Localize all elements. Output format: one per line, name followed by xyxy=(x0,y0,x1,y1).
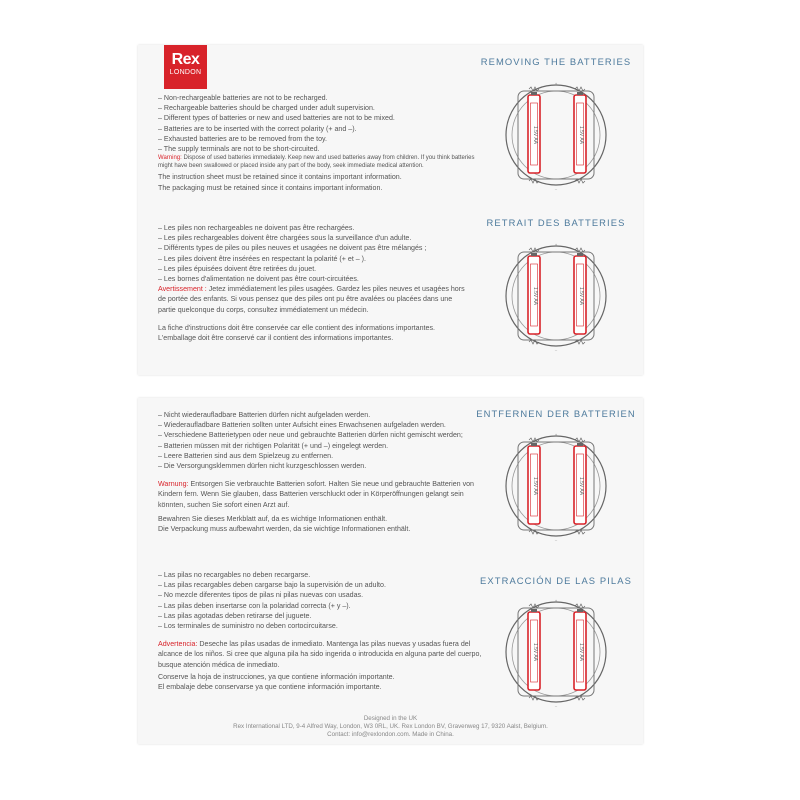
heading-removing-batteries: REMOVING THE BATTERIES xyxy=(480,56,632,67)
warning-label: Warning: xyxy=(158,155,182,162)
english-warning xyxy=(158,155,478,170)
battery-terminal xyxy=(577,92,583,95)
instruction-card-top xyxy=(138,45,643,375)
heading-retrait-batteries: RETRAIT DES BATTERIES xyxy=(486,217,626,228)
retain-packaging-text: The packaging must be retained since it contains important information. xyxy=(158,183,383,192)
french-instructions xyxy=(158,223,468,343)
compartment-outer-ring xyxy=(506,602,606,702)
english-instructions xyxy=(158,93,478,193)
warning-text: Dispose of used batteries immediately. Keep new and used batteries away from children. If you think batteries might have been swallowed or placed inside any part of the body, seek immediate medical attention. xyxy=(158,155,475,169)
instruction-card-bottom xyxy=(138,398,643,744)
warning-text: Entsorgen Sie verbrauchte Batterien sofort. Halten Sie neue und gebrauchte Batterien von Kindern fern. Wenn Sie glauben, dass Batterien verschluckt oder in Körperöffnungen gelangt sein könnten, suchen Sie sofort einen Arzt auf. xyxy=(158,480,475,509)
polarity-mark: + xyxy=(554,598,558,603)
german-line: – Verschiedene Batterietypen oder neue und gebrauchte Batterien dürfen nicht gemischt werden; xyxy=(158,431,463,440)
german-line: – Wiederaufladbare Batterien sollten unter Aufsicht eines Erwachsenen aufgeladen werden. xyxy=(158,421,446,430)
english-line: – Exhausted batteries are to be removed from the toy. xyxy=(158,134,328,143)
french-line: – Les piles doivent être insérées en respectant la polarité (+ et – ). xyxy=(158,254,367,263)
retain-sheet-text: Bewahren Sie dieses Merkblatt auf, da es wichtige Informationen enthält. xyxy=(158,514,388,523)
warning-text: Jetez immédiatement les piles usagées. Gardez les piles neuves et usagées hors de portée des enfants. Si vous pensez que des piles ont pu être avalées ou placées dans une partie quelconque du corps, consultez immédiatement un médecin. xyxy=(158,285,465,314)
footer-contact: Contact: info@rexlondon.com. Made in China. xyxy=(327,731,454,738)
battery-label: 1.5V AA xyxy=(532,642,538,662)
polarity-mark: – xyxy=(554,703,558,708)
footer-designed: Designed in the UK xyxy=(363,715,418,722)
spanish-line: – Las pilas no recargables no deben recargarse. xyxy=(158,571,311,579)
french-warning xyxy=(158,284,468,315)
battery-compartment-diagram xyxy=(500,594,612,710)
battery-terminal xyxy=(577,443,583,446)
retain-sheet-text: La fiche d'instructions doit être conservée car elle contient des informations importantes. xyxy=(158,323,435,332)
english-line: – Non-rechargeable batteries are not to be recharged. xyxy=(158,94,328,102)
german-instructions xyxy=(158,410,483,534)
german-line: – Nicht wiederaufladbare Batterien dürfen nicht aufgeladen werden. xyxy=(158,411,371,419)
battery-label: 1.5V AA xyxy=(532,286,538,306)
polarity-mark: – xyxy=(554,537,558,542)
french-line: – Les piles épuisées doivent être retirées du jouet. xyxy=(158,264,317,273)
footer-address: Rex International LTD, 9-4 Alfred Way, London, W3 0RL, UK. Rex London BV, Gravenweg 17, 9320 Aalst, Belgium. xyxy=(233,723,548,730)
battery-label: 1.5V AA xyxy=(578,286,584,306)
battery-compartment-svg xyxy=(500,77,612,193)
heading-extraccion-pilas: EXTRACCIÓN DE LAS PILAS xyxy=(480,575,632,586)
warning-label: Advertencia: xyxy=(158,640,198,649)
battery-label: 1.5V AA xyxy=(532,476,538,496)
french-line: – Les piles rechargeables doivent être chargées sous la surveillance d'un adulte. xyxy=(158,234,412,243)
german-line: – Leere Batterien sind aus dem Spielzeug zu entfernen. xyxy=(158,451,334,460)
logo-rex-text: Rex xyxy=(171,51,200,68)
battery-label: 1.5V AA xyxy=(532,125,538,145)
german-warning xyxy=(158,479,483,510)
english-line: – Rechargeable batteries should be charged under adult supervision. xyxy=(158,104,375,113)
retain-sheet-text: Conserve la hoja de instrucciones, ya que contiene información importante. xyxy=(158,672,395,681)
compartment-outer-ring xyxy=(506,246,606,346)
spanish-line: – Las pilas agotadas deben retirarse del juguete. xyxy=(158,611,312,620)
battery-compartment-diagram xyxy=(500,77,612,193)
english-line: – Batteries are to be inserted with the correct polarity (+ and –). xyxy=(158,124,357,133)
battery-compartment-diagram xyxy=(500,238,612,354)
battery-terminal xyxy=(531,443,537,446)
battery-terminal xyxy=(577,253,583,256)
battery-label: 1.5V AA xyxy=(578,125,584,145)
retain-sheet-text: The instruction sheet must be retained since it contains important information. xyxy=(158,173,402,182)
spanish-line: – Las pilas deben insertarse con la polaridad correcta (+ y –). xyxy=(158,601,351,610)
retain-packaging-text: L'emballage doit être conservé car il contient des informations importantes. xyxy=(158,334,394,343)
battery-terminal xyxy=(531,92,537,95)
spanish-warning xyxy=(158,639,483,670)
compartment-outer-ring xyxy=(506,436,606,536)
battery-terminal xyxy=(577,609,583,612)
compartment-outer-ring xyxy=(506,85,606,185)
english-line: – Different types of batteries or new and used batteries are not to be mixed. xyxy=(158,114,395,123)
heading-entfernen-batterien: ENTFERNEN DER BATTERIEN xyxy=(476,408,636,419)
german-line: – Batterien müssen mit der richtigen Polarität (+ und –) eingelegt werden. xyxy=(158,441,389,450)
german-line: – Die Versorgungsklemmen dürfen nicht kurzgeschlossen werden. xyxy=(158,462,367,471)
battery-terminal xyxy=(531,253,537,256)
battery-terminal xyxy=(531,609,537,612)
polarity-mark: + xyxy=(554,242,558,247)
english-line: – The supply terminals are not to be short-circuited. xyxy=(158,145,320,154)
warning-label: Warnung: xyxy=(158,480,189,489)
battery-compartment-svg xyxy=(500,238,612,354)
footer xyxy=(138,715,643,739)
warning-text: Deseche las pilas usadas de inmediato. Mantenga las pilas nuevas y usadas fuera del alcance de los niños. Si cree que alguna pila ha sido ingerida o introducida en alguna parte del cuerpo, busque atención médica de inmediato. xyxy=(158,640,482,669)
retain-packaging-text: Die Verpackung muss aufbewahrt werden, da sie wichtige Informationen enthält. xyxy=(158,525,411,534)
french-line: – Différents types de piles ou piles neuves et usagées ne doivent pas être mélangés ; xyxy=(158,244,427,253)
warning-label: Avertissement : xyxy=(158,285,207,294)
french-line: – Les bornes d'alimentation ne doivent pas être court-circuitées. xyxy=(158,275,359,284)
battery-compartment-diagram xyxy=(500,428,612,544)
rex-london-logo xyxy=(164,45,207,89)
spanish-instructions xyxy=(158,570,483,692)
battery-label: 1.5V AA xyxy=(578,642,584,662)
spanish-line: – No mezcle diferentes tipos de pilas ni pilas nuevas con usadas. xyxy=(158,591,364,600)
retain-packaging-text: El embalaje debe conservarse ya que contiene información importante. xyxy=(158,683,382,692)
battery-label: 1.5V AA xyxy=(578,476,584,496)
spanish-line: – Las pilas recargables deben cargarse bajo la supervisión de un adulto. xyxy=(158,581,386,590)
battery-compartment-svg xyxy=(500,594,612,710)
logo-london-text: LONDON xyxy=(169,69,202,76)
polarity-mark: + xyxy=(554,81,558,86)
polarity-mark: + xyxy=(554,432,558,437)
battery-compartment-svg xyxy=(500,428,612,544)
polarity-mark: – xyxy=(554,186,558,191)
spanish-line: – Los terminales de suministro no deben cortocircuitarse. xyxy=(158,622,338,631)
french-line: – Les piles non rechargeables ne doivent pas être rechargées. xyxy=(158,224,355,232)
polarity-mark: – xyxy=(554,347,558,352)
